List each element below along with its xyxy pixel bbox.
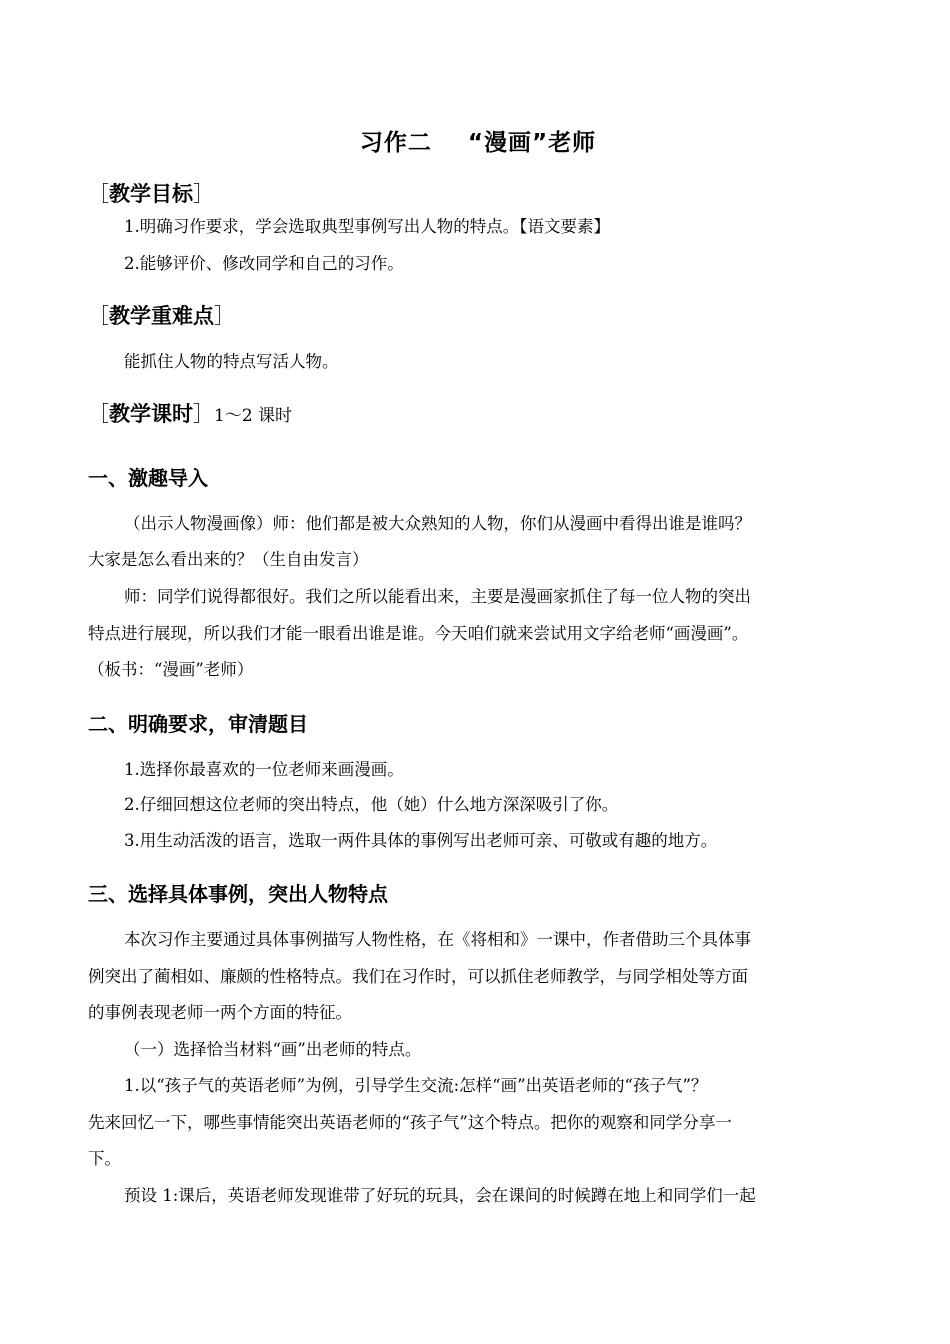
- requirement-item: 3.用生动活泼的语言，选取一两件具体的事例写出老师可亲、可敬或有趣的地方。: [124, 831, 718, 850]
- objectives-heading: ［教学目标］: [88, 182, 214, 206]
- key-points-heading-text: 教学重难点: [109, 304, 214, 328]
- objectives-heading-text: 教学目标: [109, 182, 193, 206]
- paragraph-line: （出示人物漫画像）师：他们都是被大众熟知的人物，你们从漫画中看得出谁是谁吗？: [124, 514, 751, 533]
- objective-item: 1.明确习作要求，学会选取典型事例写出人物的特点。【语文要素】: [124, 217, 610, 236]
- paragraph-line: 本次习作主要通过具体事例描写人物性格，在《将相和》一课中，作者借助三个具体事: [124, 930, 751, 949]
- document-title: 习作二 “漫画”老师: [359, 130, 597, 156]
- paragraph-line: （一）选择恰当材料“画”出老师的特点。: [124, 1040, 422, 1059]
- paragraph-line: 特点进行展现，所以我们才能一眼看出谁是谁。今天咱们就来尝试用文字给老师“画漫画”。: [88, 624, 749, 643]
- class-hours-heading: ［教学课时］1～2 课时: [88, 402, 293, 426]
- section-heading-examples: 三、选择具体事例，突出人物特点: [88, 882, 388, 906]
- paragraph-line: 1.以“孩子气的英语老师”为例，引导学生交流:怎样“画”出英语老师的“孩子气”？: [124, 1076, 708, 1095]
- document-page: [88, 0, 868, 1344]
- paragraph-line: （板书：“漫画”老师）: [88, 660, 254, 679]
- class-hours-value: 1～2 课时: [214, 406, 293, 426]
- paragraph-line: 师：同学们说得都很好。我们之所以能看出来，主要是漫画家抓住了每一位人物的突出: [124, 587, 751, 606]
- paragraph-line: 下。: [88, 1149, 121, 1168]
- key-points-heading: ［教学重难点］: [88, 304, 235, 328]
- paragraph-line: 预设 1:课后，英语老师发现谁带了好玩的玩具，会在课间的时候蹲在地上和同学们一起: [124, 1186, 756, 1205]
- paragraph-line: 大家是怎么看出来的？（生自由发言）: [88, 550, 369, 569]
- objective-item: 2.能够评价、修改同学和自己的习作。: [124, 254, 404, 273]
- section-heading-requirements: 二、明确要求，审清题目: [88, 712, 308, 736]
- key-points-text: 能抓住人物的特点写活人物。: [124, 352, 339, 371]
- paragraph-line: 的事例表现老师一两个方面的特征。: [88, 1003, 352, 1022]
- paragraph-line: 先来回忆一下，哪些事情能突出英语老师的“孩子气”这个特点。把你的观察和同学分享一: [88, 1113, 732, 1132]
- section-heading-intro: 一、激趣导入: [88, 466, 208, 490]
- requirement-item: 2.仔细回想这位老师的突出特点，他（她）什么地方深深吸引了你。: [124, 795, 619, 814]
- paragraph-line: 例突出了蔺相如、廉颇的性格特点。我们在习作时，可以抓住老师教学，与同学相处等方面: [88, 967, 748, 986]
- requirement-item: 1.选择你最喜欢的一位老师来画漫画。: [124, 760, 404, 779]
- class-hours-heading-text: 教学课时: [109, 402, 193, 426]
